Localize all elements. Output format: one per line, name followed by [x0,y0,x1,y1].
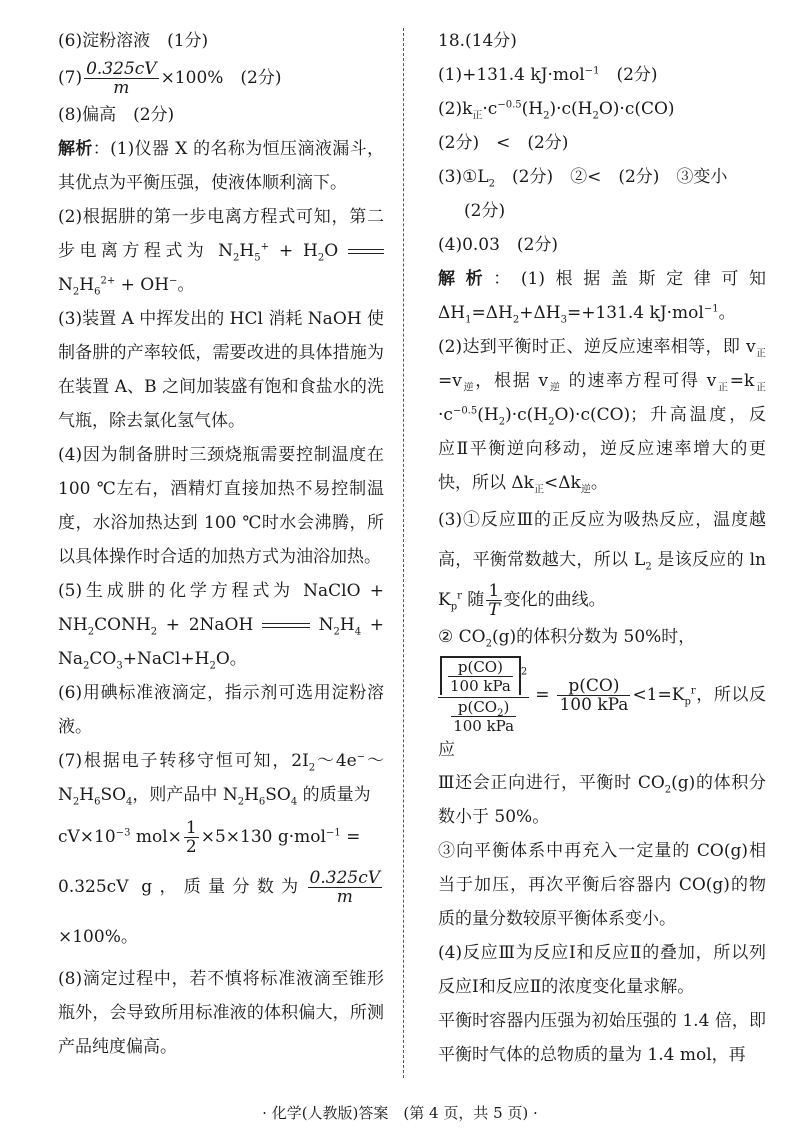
analysis-r3-3: Ⅲ还会正向进行，平衡时 $CO_2(g)$的体积分数小于 50%。 [438,773,766,827]
page-footer: · 化学(人教版)答案 (第 4 页，共 5 页) · [262,1104,538,1122]
answer-8: (8)偏高 (2分) [58,105,175,125]
answer-6: (6)淀粉溶液 (1分) [58,31,209,51]
question-18: 18.(14分) [438,31,517,51]
analysis-r3-4: ③向平衡体系中再充入一定量的 CO(g)相当于加压，再次平衡后容器内 CO(g)的物质的量分数较原平衡体系变小。 [438,841,766,929]
analysis-6: (6)用碘标准液滴定，指示剂可选用淀粉溶液。 [58,683,384,737]
analysis-3: (3)装置 A 中挥发出的 HCl 消耗 NaOH 使制备肼的产率较低，需要改进的具体措施为在装置 A、B 之间加装盛有饱和食盐水的洗气瓶，除去氯化氢气体。 [58,309,384,431]
answer-7: (7) $\frac{0.325cV}{m}$ ×100% (2分) [58,59,282,98]
analysis-r3-2: ② $CO_2(g)$的体积分数为 50%时， [438,627,696,650]
analysis-r3: (3)①反应Ⅲ的正反应为吸热反应，温度越高，平衡常数越大，所以 $L_2$ 是该反应的 $\ln K_p^r$ 随 $\frac{1}{T}$ 变化的曲线。 [438,510,766,620]
analysis-1: 解析：(1)仪器 X 的名称为恒压滴液漏斗，其优点为平衡压强，使液体顺利滴下。 [58,139,384,193]
analysis-7-calc: $cV\times 10^{-3}$ mol× $\frac{1}{2}$ ×5×130 g·mol$^{-1}$ = [58,818,361,857]
column-divider [403,28,404,1078]
analysis-8: (8)滴定过程中，若不慎将标准液滴至锥形瓶外，会导致所用标准液的体积偏大，所测产品纯度偏高。 [58,969,384,1057]
analysis-7: (7)根据电子转移守恒可知，$2I_2\sim 4e^-\sim N_2H_6SO_4$，则产品中 $N_2H_6SO_4$ 的质量为 [58,751,384,808]
answer-18-3: $(3)①L_2$ (2分) ②< (2分) ③变小 [438,167,728,190]
answer-18-4: (4)0.03 (2分) [438,235,559,255]
analysis-2: (2)根据肼的第一步电离方程式可知，第二步电离方程式为 $N_2H_5^+ + H_2O$ $N_2H_6^{2+} + OH^-$。 [58,207,384,298]
analysis-r4-2: 平衡时容器内压强为初始压强的 1.4 倍，即平衡时气体的总物质的量为 1.4 mol，再 [438,1011,766,1065]
analysis-4: (4)因为制备肼时三颈烧瓶需要控制温度在 100 ℃左右，酒精灯直接加热不易控制温度，水浴加热达到 100 ℃时水会沸腾，所以具体操作时合适的加热方式为油浴加热。 [58,445,384,567]
analysis-5: (5)生成肼的化学方程式为 NaClO + $NH_2CONH_2$ + 2NaOH $N_2H_4$ + $Na_2CO_3+NaCl+H_2O$。 [58,581,384,672]
right-column [438,24,766,1072]
analysis-r1: 解析：(1)根据盖斯定律可知 $\Delta H_1=\Delta H_2+\Delta H_3=+131.4$ kJ·mol$^{-1}$。 [438,269,766,326]
answer-18-3b: (2分) [464,201,506,221]
analysis-7-result: 0.325cV g，质量分数为 $\frac{0.325cV}{m}$ ×100%。 [58,868,380,947]
answer-18-1: (1)+131.4 kJ·mol$^{-1}$ (2分) [438,65,658,85]
analysis-r4: (4)反应Ⅲ为反应Ⅰ和反应Ⅱ的叠加，所以列反应Ⅰ和反应Ⅱ的浓度变化量求解。 [438,943,766,997]
answer-18-2b: (2分) < (2分) [438,133,569,153]
answer-18-2: $(2)k_正\cdot c^{-0.5}(H_2)\cdot c(H_2O)\cdot c(CO)$ [438,99,675,122]
analysis-r2: (2)达到平衡时正、逆反应速率相等，即 $v_正=v_逆$，根据 $v_逆$ 的速率方程可得 $v_正=k_正\cdot c^{-0.5}(H_2)\cdot c(H_2O)\cdot c(CO)$；升高温度，反应Ⅱ平衡逆向移动，逆反应速率增大的更快，所以 $\Delta k_正<\Delta k_逆$。 [438,337,767,496]
left-column [58,24,384,1064]
analysis-r3-frac: $\frac{p(CO)}{\text{100 kPa}}$ $^2$ $\frac{p(CO_2)}{\text{100 kPa}}$ = $\frac{p(CO)}{\text{100 kPa}}$ $<1=K_p^r$，所以反应 [438,658,766,760]
